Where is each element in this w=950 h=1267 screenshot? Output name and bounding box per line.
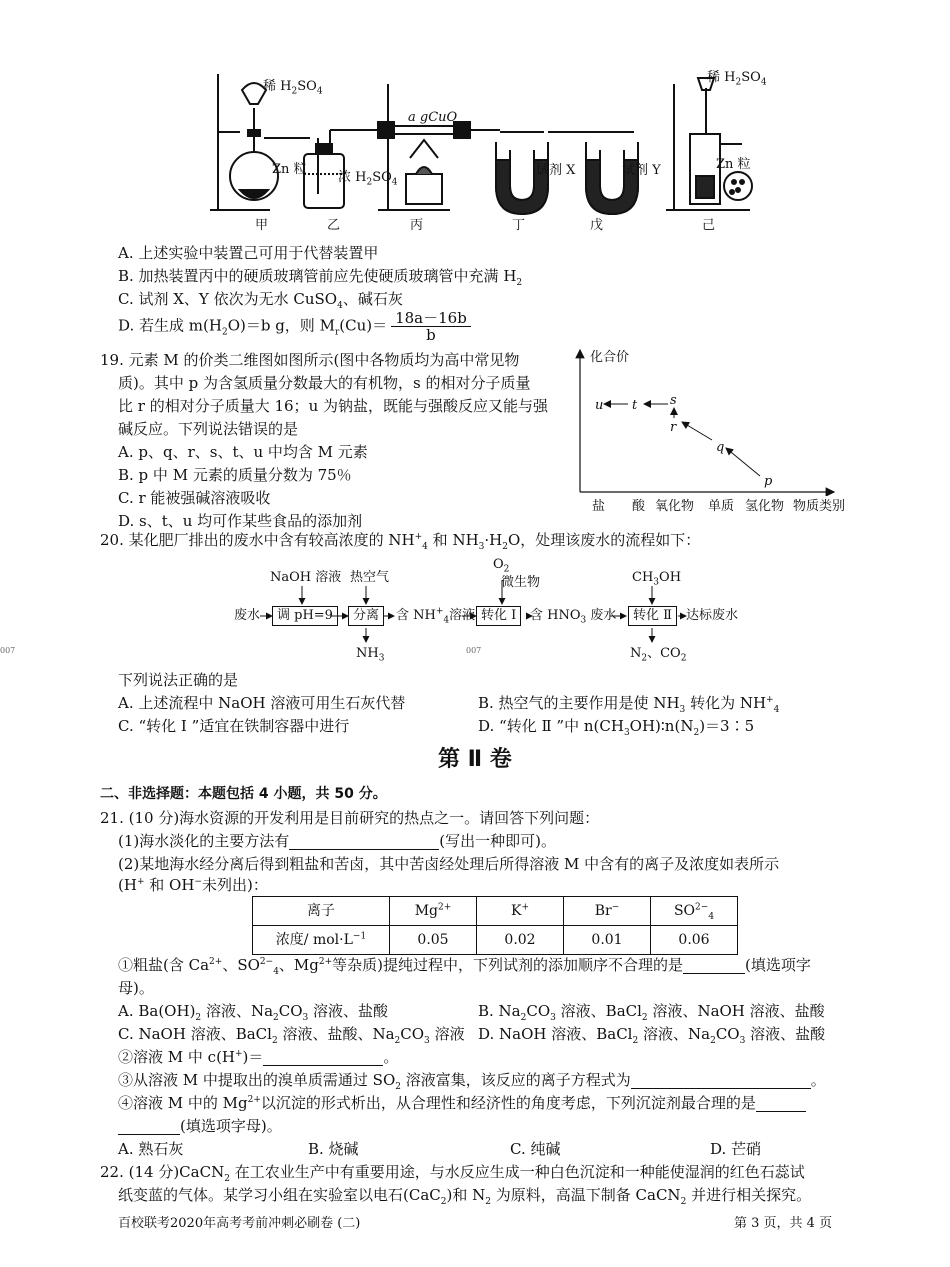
q20-option-a: A. 上述流程中 NaOH 溶液可用生石灰代替 bbox=[118, 694, 406, 712]
chart-ylabel: 化合价 bbox=[590, 350, 630, 365]
q21-sub4-option-d: D. 芒硝 bbox=[710, 1140, 762, 1158]
section-title: 第 Ⅱ 卷 bbox=[438, 747, 512, 772]
flow-n2-co2: $N_2$、$CO_2$ bbox=[630, 646, 687, 664]
table-cell: 0.05 bbox=[390, 926, 477, 955]
apparatus-yi bbox=[304, 130, 380, 208]
margin-mark: 007 bbox=[466, 646, 482, 655]
q22-stem-1: 22. (14 分)CaCN$_2$ 在工农业生产中有重要用途，与水反应生成一种白色沉淀和一种能使湿润的红色石蕊试 bbox=[100, 1163, 805, 1184]
q18-option-b: B. 加热装置丙中的硬质玻璃管前应先使硬质玻璃管中充满 $H_2$ bbox=[118, 267, 523, 288]
q21-sub-1b: 母)。 bbox=[118, 979, 154, 997]
q21-sub-2: ②溶液 M 中 c(H+)＝ 。 bbox=[118, 1048, 399, 1066]
q20-stem: 20. 某化肥厂排出的废水中含有较高浓度的 $NH^+_4$ 和 $NH_3\cdot H_2O$，处理该废水的流程如下： bbox=[100, 531, 701, 552]
q19-option-b: B. p 中 M 元素的质量分数为 75％ bbox=[118, 466, 352, 484]
q21-option-b: B. $Na_2CO_3$ 溶液、BaCl$_2$ 溶液、NaOH 溶液、盐酸 bbox=[478, 1002, 825, 1023]
apparatus-label: 丁 bbox=[512, 218, 526, 233]
q21-option-c: C. NaOH 溶液、BaCl$_2$ 溶液、盐酸、$Na_2CO_3$ 溶液 bbox=[118, 1025, 465, 1046]
label-zn-ji: Zn 粒 bbox=[716, 157, 751, 172]
table-header-cell: $SO^{2-}_4$ bbox=[651, 897, 738, 926]
flow-separate: 分离 bbox=[348, 606, 384, 626]
chart-point-q: q bbox=[716, 440, 725, 455]
q20-option-c: C. “转化 I ”适宜在铁制容器中进行 bbox=[118, 717, 350, 735]
chart-xlabel: 氢化物 bbox=[745, 499, 785, 514]
chart-point-t: t bbox=[632, 398, 638, 413]
q19-stem-3: 比 r 的相对分子质量大 16；u 为钠盐，既能与强酸反应又能与强 bbox=[118, 397, 548, 415]
table-row bbox=[253, 926, 738, 955]
table-cell: 浓度/ $mol\cdot L^{-1}$ bbox=[253, 926, 390, 955]
label-reagent-x: 试剂 X bbox=[536, 163, 576, 178]
q19-stem-1: 19. 元素 M 的价类二维图如图所示(图中各物质均为高中常见物 bbox=[100, 351, 520, 369]
q21-sub4-option-a: A. 熟石灰 bbox=[118, 1140, 184, 1158]
q21-sub4-option-b: B. 烧碱 bbox=[308, 1140, 359, 1158]
section-heading: 二、非选择题：本题包括 4 小题，共 50 分。 bbox=[100, 786, 387, 802]
table-header-cell: 离子 bbox=[253, 897, 390, 926]
label-conc-h2so4: 浓 $H_2SO_4$ bbox=[338, 170, 398, 188]
ion-concentration-table bbox=[252, 896, 738, 955]
label-cuo: a gCuO bbox=[408, 110, 458, 125]
q19-option-d: D. s、t、u 均可作某些食品的添加剂 bbox=[118, 512, 363, 530]
chart-xlabel: 单质 bbox=[708, 499, 735, 514]
q21-option-a: A. $Ba(OH)_2$ 溶液、$Na_2CO_3$ 溶液、盐酸 bbox=[118, 1002, 389, 1023]
flow-standard-water: 达标废水 bbox=[686, 608, 739, 623]
apparatus-label: 丙 bbox=[410, 218, 424, 233]
chart-xlabel: 酸 bbox=[632, 499, 646, 514]
table-header-cell: K+ bbox=[477, 897, 564, 926]
q20-option-b: B. 热空气的主要作用是使 $NH_3$ 转化为 $NH^+_4$ bbox=[478, 694, 780, 715]
q21-part-2b: (H+ 和 OH−未列出)： bbox=[118, 876, 268, 894]
q20-ask: 下列说法正确的是 bbox=[118, 671, 239, 689]
apparatus-ji bbox=[666, 78, 752, 210]
chart-point-p: p bbox=[764, 474, 773, 489]
q21-sub4-option-c: C. 纯碱 bbox=[510, 1140, 561, 1158]
q21-part-1: (1)海水淡化的主要方法有 (写出一种即可)。 bbox=[118, 832, 556, 850]
flow-ch3oh: $CH_3OH$ bbox=[632, 570, 682, 588]
q21-sub-3: ③从溶液 M 中提取出的溴单质需通过 $SO_2$ 溶液富集，该反应的离子方程式为 。 bbox=[118, 1071, 826, 1092]
label-dilute-h2so4: 稀 $H_2SO_4$ bbox=[263, 79, 323, 97]
apparatus-bing bbox=[378, 84, 500, 210]
flow-naoh: NaOH 溶液 bbox=[270, 570, 342, 585]
q22-stem-2: 纸变蓝的气体。某学习小组在实验室以电石(CaC$_2$)和 $N_2$ 为原料，高温下制备 CaCN$_2$ 并进行相关探究。 bbox=[118, 1186, 812, 1207]
table-cell: 0.02 bbox=[477, 926, 564, 955]
flow-hot-air: 热空气 bbox=[350, 570, 390, 585]
q21-sub-4: ④溶液 M 中的 $Mg^{2+}$以沉淀的形式析出，从合理性和经济性的角度考虑，下列沉淀剂最合理的是 bbox=[118, 1094, 806, 1112]
table-cell: 0.01 bbox=[564, 926, 651, 955]
apparatus-label: 己 bbox=[702, 218, 716, 233]
apparatus-label: 戊 bbox=[590, 218, 604, 233]
flow-o2: $O_2$ bbox=[493, 557, 510, 575]
margin-mark: 007 bbox=[0, 646, 16, 655]
q21-sub-1: ①粗盐(含 $Ca^{2+}$、$SO^{2-}_4$、$Mg^{2+}$等杂质)提纯过程中，下列试剂的添加顺序不合理的是 (填选项字 bbox=[118, 956, 811, 977]
q21-stem: 21. (10 分)海水资源的开发利用是目前研究的热点之一。请回答下列问题： bbox=[100, 809, 600, 827]
q19-stem-2: 质)。其中 p 为含氢质量分数最大的有机物，s 的相对分子质量 bbox=[118, 374, 531, 392]
q19-option-c: C. r 能被强碱溶液吸收 bbox=[118, 489, 271, 507]
arrow-q-r bbox=[682, 422, 712, 440]
q20-option-d: D. “转化 Ⅱ ”中 $n(CH_3OH)∶n(N_2)=3∶5$ bbox=[478, 717, 755, 738]
flow-nh4-solution: 含 $NH^+_4$溶液 bbox=[396, 606, 476, 626]
chart-xlabel: 盐 bbox=[592, 499, 606, 514]
valence-class-chart bbox=[570, 346, 840, 496]
flow-conversion-2: 转化 Ⅱ bbox=[628, 606, 677, 626]
chart-point-s: s bbox=[670, 393, 677, 408]
chart-point-u: u bbox=[595, 398, 604, 413]
flow-microbe: 微生物 bbox=[501, 575, 541, 590]
footer-title: 百校联考2020年高考考前冲刺必刷卷 (二) bbox=[118, 1216, 361, 1231]
chart-xlabel: 物质类别 bbox=[793, 499, 846, 514]
q18-option-c: C. 试剂 X、Y 依次为无水 CuSO$_4$、碱石灰 bbox=[118, 290, 403, 311]
table-row bbox=[253, 897, 738, 926]
q19-stem-4: 碱反应。下列说法错误的是 bbox=[118, 420, 299, 438]
q21-part-2: (2)某地海水经分离后得到粗盐和苦卤，其中苦卤经处理后所得溶液 M 中含有的离子及浓度如表所示 bbox=[118, 855, 780, 873]
flow-adjust-ph: 调 pH=9 bbox=[272, 606, 338, 626]
flow-waste: 废水 bbox=[234, 608, 261, 623]
q21-sub-4b: (填选项字母)。 bbox=[118, 1117, 282, 1135]
q21-option-d: D. NaOH 溶液、BaCl$_2$ 溶液、$Na_2CO_3$ 溶液、盐酸 bbox=[478, 1025, 826, 1046]
q18-option-a: A. 上述实验中装置己可用于代替装置甲 bbox=[118, 244, 379, 262]
flow-nh3: $NH_3$ bbox=[356, 646, 385, 664]
table-cell: 0.06 bbox=[651, 926, 738, 955]
table-header-cell: $Mg^{2+}$ bbox=[390, 897, 477, 926]
q18-option-d: D. 若生成 $m(H_2O)=b$ g，则 $M_r(Cu)=$ $\frac{18a-16b}{b}$ bbox=[118, 310, 471, 343]
arrow-p-q bbox=[726, 448, 760, 476]
apparatus-label: 乙 bbox=[327, 218, 341, 233]
label-zn-jia: Zn 粒 bbox=[272, 162, 307, 177]
footer-page-number: 第 3 页，共 4 页 bbox=[734, 1216, 833, 1231]
apparatus-label: 甲 bbox=[255, 218, 269, 233]
label-reagent-y: 试剂 Y bbox=[622, 163, 661, 178]
q19-option-a: A. p、q、r、s、t、u 中均含 M 元素 bbox=[118, 443, 368, 461]
flow-hno3-waste: 含 $HNO_3$ 废水 bbox=[530, 608, 617, 626]
label-dilute-h2so4-ji: 稀 $H_2SO_4$ bbox=[707, 70, 767, 88]
chart-point-r: r bbox=[670, 420, 677, 435]
table-header-cell: Br− bbox=[564, 897, 651, 926]
flow-conversion-1: 转化 I bbox=[476, 606, 521, 626]
chart-xlabel: 氧化物 bbox=[655, 499, 695, 514]
